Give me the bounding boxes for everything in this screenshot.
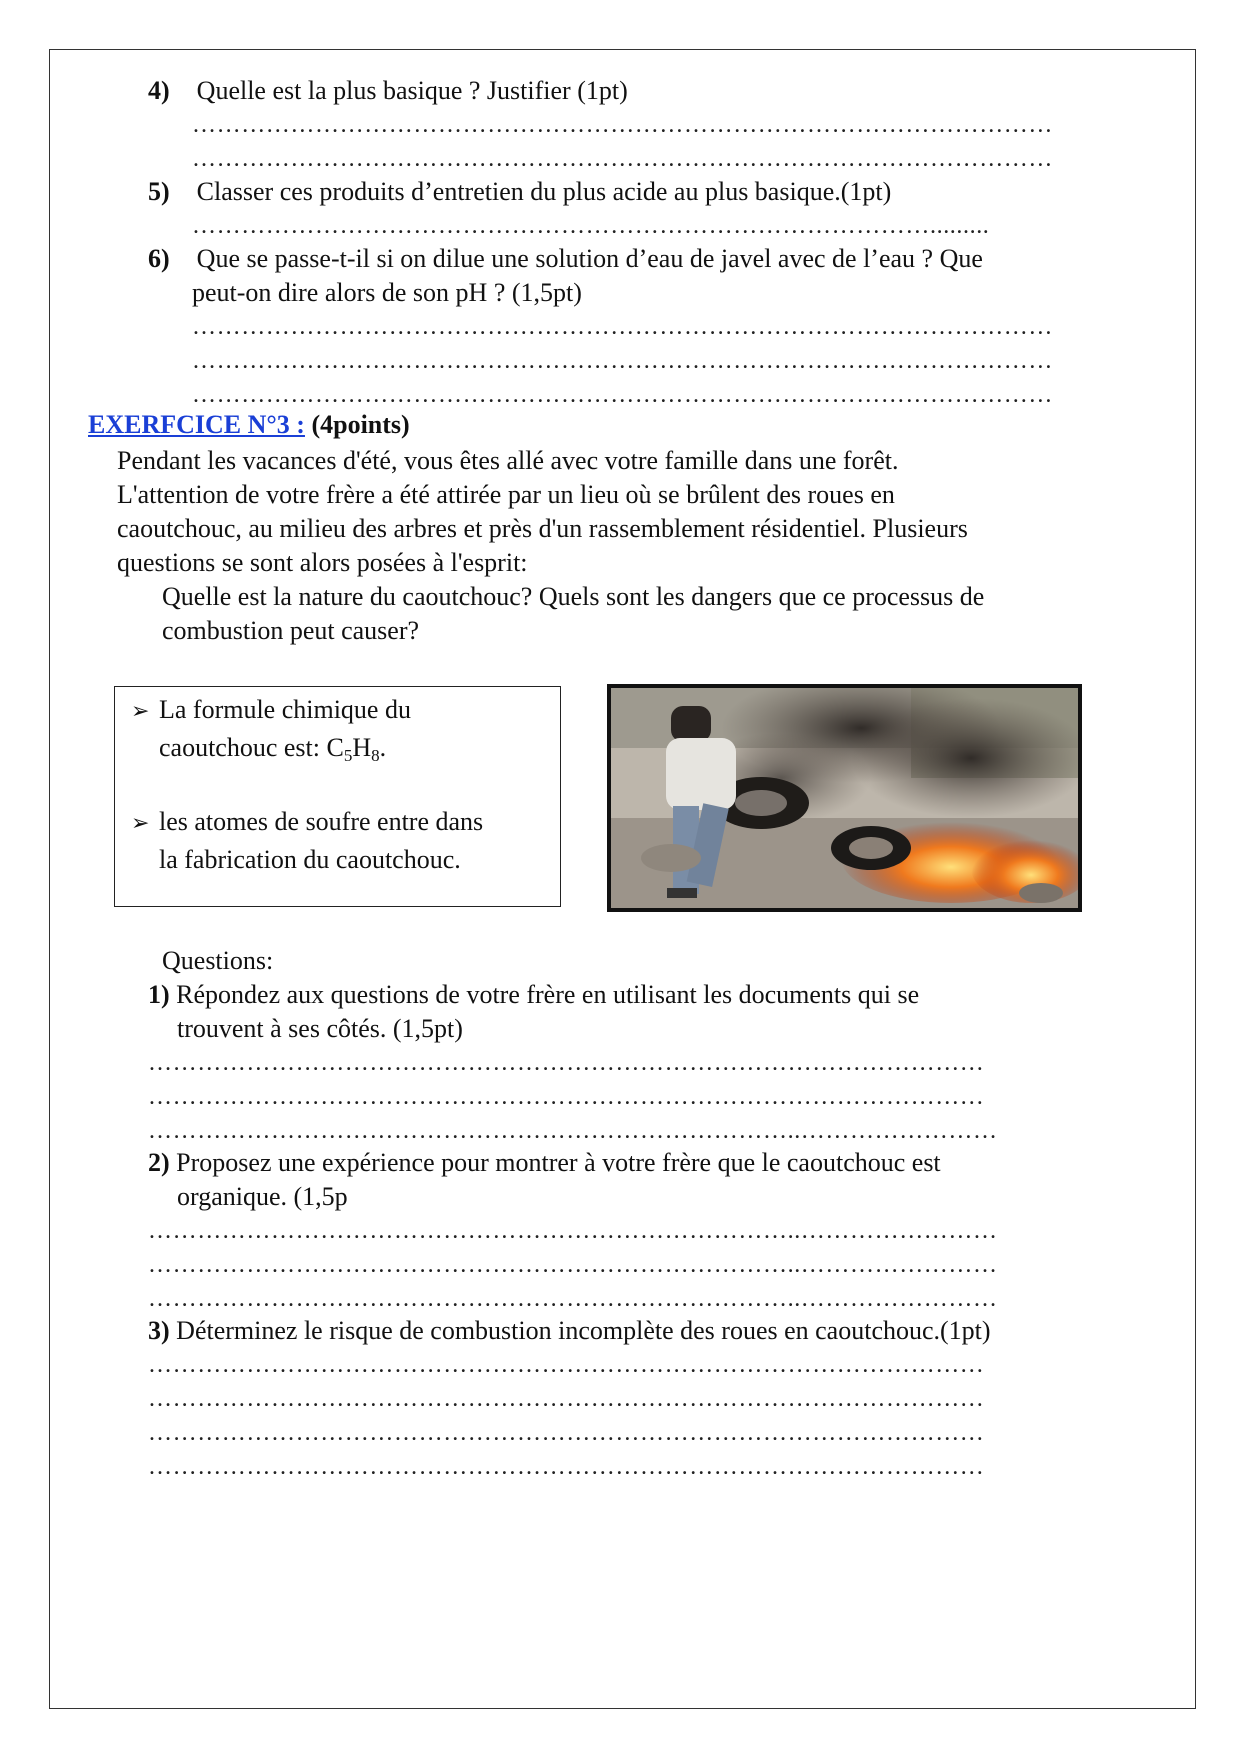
bullet-text: les atomes de soufre entre dans bbox=[159, 807, 484, 836]
answer-line: ………………………………………………………………………………………… bbox=[148, 1386, 985, 1412]
intro-line: caoutchouc, au milieu des arbres et près d'un rassemblement résidentiel. Plusieurs bbox=[117, 514, 968, 543]
question-text: Déterminez le risque de combustion incomplète des roues en caoutchouc.(1pt) bbox=[176, 1316, 991, 1345]
question-5 bbox=[148, 175, 891, 209]
answer-line: …………………………………………………………………………………………… bbox=[192, 348, 1053, 374]
answer-line: …………………………………………………………………………………………… bbox=[192, 382, 1053, 408]
answer-line: ………………………………………………………………………………………… bbox=[148, 1050, 985, 1076]
question-text-cont: organique. (1,5p bbox=[177, 1182, 348, 1211]
answer-line: ………………………………………………………………………………………… bbox=[148, 1084, 985, 1110]
answer-line: ……………………………………………………………………..…………………… bbox=[148, 1118, 998, 1144]
question-number: 3) bbox=[148, 1316, 170, 1345]
bullet-formula bbox=[159, 731, 386, 765]
exercise-question-2 bbox=[148, 1146, 941, 1180]
intro-line: L'attention de votre frère a été attirée par un lieu où se brûlent des roues en bbox=[117, 480, 895, 509]
exercise-heading-link[interactable]: EXERFCICE N°3 : bbox=[88, 410, 305, 439]
answer-line: ……………………………………………………………………..…………………… bbox=[148, 1218, 998, 1244]
subscript: 5 bbox=[343, 746, 353, 765]
question-text: Que se passe-t-il si on dilue une solution d’eau de javel avec de l’eau ? Que bbox=[196, 244, 983, 273]
question-text: Répondez aux questions de votre frère en utilisant les documents qui se bbox=[176, 980, 920, 1009]
question-number: 2) bbox=[148, 1148, 170, 1177]
problem-line: combustion peut causer? bbox=[162, 616, 420, 645]
problem-line: Quelle est la nature du caoutchouc? Quels sont les dangers que ce processus de bbox=[162, 582, 985, 611]
question-text-cont: trouvent à ses côtés. (1,5pt) bbox=[177, 1014, 463, 1043]
formula-prefix: caoutchouc est: C bbox=[159, 733, 344, 762]
burning-tires-illustration bbox=[611, 688, 1078, 908]
question-text: Proposez une expérience pour montrer à votre frère que le caoutchouc est bbox=[176, 1148, 941, 1177]
intro-line: Pendant les vacances d'été, vous êtes allé avec votre famille dans une forêt. bbox=[117, 446, 899, 475]
formula-period: . bbox=[379, 733, 387, 762]
formula-h: H bbox=[352, 733, 372, 762]
arrow-bullet-icon: ➢ bbox=[131, 810, 150, 835]
question-number: 5) bbox=[148, 177, 170, 206]
question-4 bbox=[148, 74, 628, 108]
bullet-item bbox=[131, 805, 483, 840]
question-6 bbox=[148, 242, 983, 276]
answer-line: ………………………………………………………………………………......... bbox=[192, 213, 990, 239]
exercise-question-3 bbox=[148, 1314, 991, 1348]
question-number: 1) bbox=[148, 980, 170, 1009]
info-box bbox=[114, 686, 561, 907]
bullet-text-cont: la fabrication du caoutchouc. bbox=[159, 845, 461, 874]
exercise-question-1 bbox=[148, 978, 919, 1012]
question-text-cont: peut-on dire alors de son pH ? (1,5pt) bbox=[192, 278, 582, 307]
question-number: 4) bbox=[148, 76, 170, 105]
questions-label: Questions: bbox=[162, 946, 274, 975]
bullet-text: La formule chimique du bbox=[159, 695, 411, 724]
question-number: 6) bbox=[148, 244, 170, 273]
exercise-title bbox=[88, 410, 410, 440]
exercise-points: (4points) bbox=[311, 410, 410, 439]
answer-line: ………………………………………………………………………………………… bbox=[148, 1420, 985, 1446]
answer-line: ……………………………………………………………………..…………………… bbox=[148, 1252, 998, 1278]
subscript: 8 bbox=[371, 746, 380, 765]
answer-line: …………………………………………………………………………………………… bbox=[192, 314, 1053, 340]
arrow-bullet-icon: ➢ bbox=[131, 698, 150, 723]
bullet-item bbox=[131, 693, 411, 728]
question-text: Quelle est la plus basique ? Justifier (1pt) bbox=[196, 76, 628, 105]
answer-line: ………………………………………………………………………………………… bbox=[148, 1454, 985, 1480]
answer-line: ……………………………………………………………………..…………………… bbox=[148, 1286, 998, 1312]
answer-line: ………………………………………………………………………………………… bbox=[148, 1352, 985, 1378]
burning-tires-photo bbox=[607, 684, 1082, 912]
intro-line: questions se sont alors posées à l'esprit: bbox=[117, 548, 528, 577]
question-text: Classer ces produits d’entretien du plus acide au plus basique.(1pt) bbox=[196, 177, 892, 206]
answer-line: …………………………………………………………………………………………… bbox=[192, 112, 1053, 138]
answer-line: …………………………………………………………………………………………… bbox=[192, 146, 1053, 172]
